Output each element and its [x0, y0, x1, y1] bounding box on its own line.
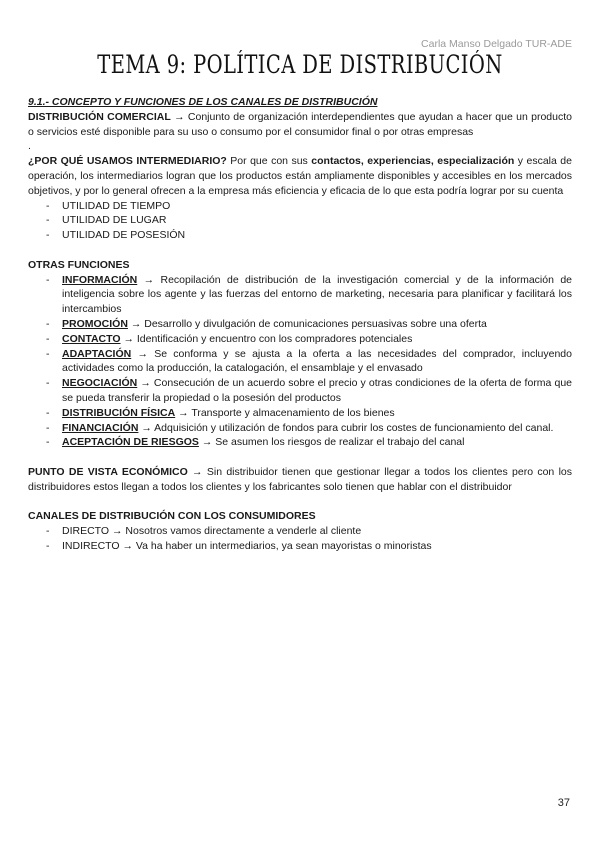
functions-list	[28, 273, 572, 451]
channels-list	[28, 524, 572, 554]
why-question: ¿POR QUÉ USAMOS INTERMEDIARIO?	[28, 155, 227, 168]
functions-heading: OTRAS FUNCIONES	[28, 258, 130, 271]
list-item: - UTILIDAD DE POSESIÓN	[28, 228, 572, 243]
list-item: - DISTRIBUCIÓN FÍSICA → Transporte y almacenamiento de los bienes	[28, 406, 572, 421]
list-item: - FINANCIACIÓN → Adquisición y utilización de fondos para cubrir los costes de funcionamiento del canal.	[28, 421, 572, 436]
utilities-list	[28, 199, 572, 243]
economic-term: PUNTO DE VISTA ECONÓMICO	[28, 465, 188, 478]
section-heading: 9.1.- CONCEPTO Y FUNCIONES DE LOS CANALES DE DISTRIBUCIÓN	[28, 96, 378, 108]
document-body	[28, 95, 572, 554]
why-paragraph: ¿POR QUÉ USAMOS INTERMEDIARIO? Por que con sus contactos, experiencias, especialización y escala de operación, los intermediarios logran que los productos están ampliamente disponibles y accesibles en los mercados objetivos, y por lo general ofrecen a la empresa más eficiencia y eficacia de lo que esta podría lograr por su cuenta	[28, 155, 572, 197]
definition-text: → Conjunto de organización interdependientes que ayudan a hacer que un producto o servicios esté disponible para su uso o consumo por el consumidor final o por otras empresas	[28, 110, 572, 138]
list-item: - CONTACTO → Identificación y encuentro con los compradores potenciales	[28, 332, 572, 347]
list-item: - DIRECTO → Nosotros vamos directamente a venderle al cliente	[28, 524, 572, 539]
definition-paragraph	[28, 110, 572, 140]
channels-heading: CANALES DE DISTRIBUCIÓN CON LOS CONSUMIDORES	[28, 510, 316, 523]
list-item: - INDIRECTO → Va ha haber un intermediarios, ya sean mayoristas o minoristas	[28, 539, 572, 554]
list-item: - NEGOCIACIÓN → Consecución de un acuerdo sobre el precio y otras condiciones de la oferta de forma que se pueda transferir la propiedad o la posesión del productos	[28, 376, 572, 406]
stray-dot: .	[28, 140, 31, 153]
author-label: Carla Manso Delgado TUR-ADE	[421, 38, 572, 50]
list-item: - INFORMACIÓN → Recopilación de distribución de la investigación comercial y de la información de inteligencia sobre los agente y las fuerzas del entorno de marketing, necesaria para planificar y facilitará los intercambios	[28, 273, 572, 317]
list-item: - ADAPTACIÓN → Se conforma y se ajusta a la oferta a las necesidades del comprador, incluyendo actividades como la producción, la catalogación, el ensamblaje y el envasado	[28, 347, 572, 377]
list-item: - UTILIDAD DE LUGAR	[28, 213, 572, 228]
list-item: - PROMOCIÓN → Desarrollo y divulgación de comunicaciones persuasivas sobre una oferta	[28, 317, 572, 332]
economic-paragraph: PUNTO DE VISTA ECONÓMICO → Sin distribuidor tienen que gestionar llegar a todos los clientes pero con los distribuidores estos llegan a todos los clientes y los fabricantes solo tienen que hablar con el distribuidor	[28, 465, 572, 493]
list-item: - UTILIDAD DE TIEMPO	[28, 199, 572, 214]
why-keywords: contactos, experiencias, especialización	[311, 155, 515, 168]
list-item: - ACEPTACIÓN DE RIESGOS → Se asumen los riesgos de realizar el trabajo del canal	[28, 435, 572, 450]
definition-term: DISTRIBUCIÓN COMERCIAL	[28, 110, 171, 123]
page-title: TEMA 9: POLÍTICA DE DISTRIBUCIÓN	[97, 50, 503, 79]
page-number: 37	[557, 797, 570, 809]
